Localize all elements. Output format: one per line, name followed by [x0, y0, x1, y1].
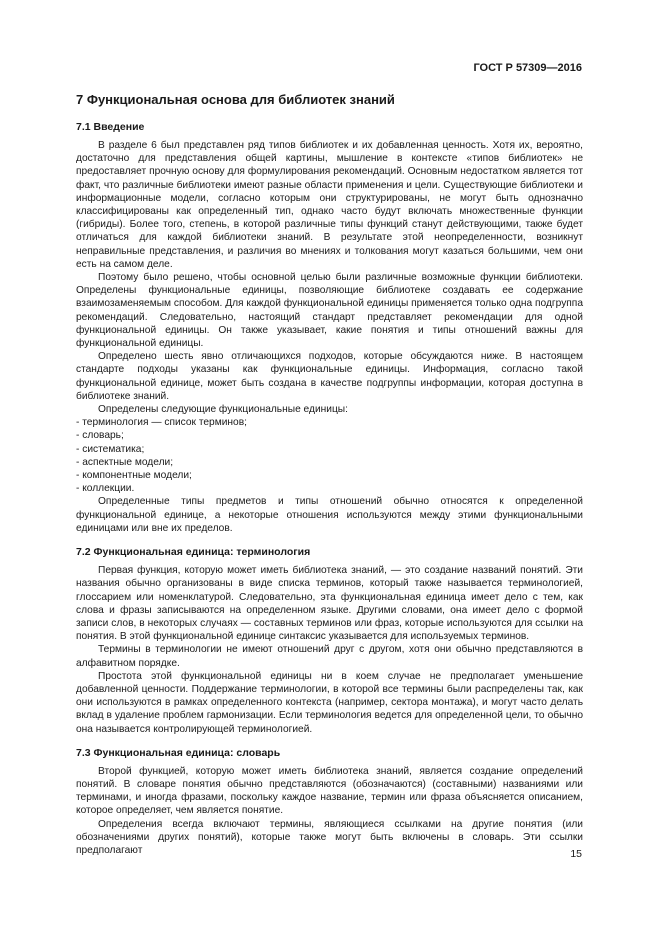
paragraph: Определения всегда включают термины, являющиеся ссылками на другие понятия (или обозначениями других понятий), которые также могут быть включены в словарь. Эти ссылки предполагают: [76, 818, 583, 856]
page-number: 15: [570, 848, 582, 860]
list-item: - систематика;: [76, 443, 145, 455]
section-title: 7 Функциональная основа для библиотек знаний: [76, 92, 395, 107]
subsection-title-7-3: 7.3 Функциональная единица: словарь: [76, 746, 281, 759]
list-item: - словарь;: [76, 430, 124, 442]
paragraph: Простота этой функциональной единицы ни в коем случае не предполагает уменьшение добавленной ценности. Поддержание терминологии, в которой все термины были распределены так, как они используются в рамках определенного контекста (например, сектора монтажа), и могут часто делать вклад в удаление проблем гармонизации. Если терминология ведется для определенной цели, то обычно она называется контролирующей терминологией.: [76, 670, 583, 735]
list-item: - компонентные модели;: [76, 470, 192, 482]
standard-code: ГОСТ Р 57309—2016: [473, 62, 582, 74]
subsection-title-7-1: 7.1 Введение: [76, 121, 145, 133]
list-item: - терминология — список терминов;: [76, 417, 247, 429]
list-item: - аспектные модели;: [76, 456, 174, 468]
paragraph: Определено шесть явно отличающихся подходов, которые обсуждаются ниже. В настоящем стандарте подходы указаны как функциональные единицы. Информация, согласно такой функциональной единице, может быть создана в качестве подгруппы информации, которая доступна в библиотеке знаний.: [76, 351, 583, 402]
paragraph: Термины в терминологии не имеют отношений друг с другом, хотя они обычно представляются в алфавитном порядке.: [76, 644, 583, 669]
paragraph: Второй функцией, которую может иметь библиотека знаний, является создание определений понятий. В словаре понятия обычно представляются (обозначаются) (составными) названиями или терминами, и иногда фразами, поскольку каждое название, термин или фраза объясняется описанием, которое определяет, чем является понятие.: [76, 765, 583, 817]
paragraph: Определенные типы предметов и типы отношений обычно относятся к определенной функциональной единице, а некоторые отношения используются между этими функциональными единицами или вне их пределов.: [76, 496, 583, 534]
subsection-title-7-2: 7.2 Функциональная единица: терминология: [76, 546, 311, 559]
paragraph: В разделе 6 был представлен ряд типов библиотек и их добавленная ценность. Хотя их, вероятно, достаточно для представления общей картины, мышление в контексте «типов библиотек» не предоставляет прочную основу для формулирования рекомендаций. Основным недостатком является тот факт, что различные библиотеки имеют разные области применения и цели. Существующие библиотеки и информационные модели, согласно которым они структурированы, не могут быть однозначно классифицированы как определенный тип, однако часто будут включать множественные функции (гибриды). Более того, степень, в которой различные типы функций станут действующими, также будет отличаться для каждой библиотеки знаний. В результате этой неопределенности, возникнут неправильные представления, и различия во мнениях и толкования могут казаться большими, чем они есть на самом деле.: [76, 140, 583, 270]
page-content: [76, 92, 583, 857]
paragraph: Определены следующие функциональные единицы:: [98, 404, 348, 416]
list-item: - коллекции.: [76, 483, 135, 495]
paragraph: Первая функция, которую может иметь библиотека знаний, — это создание названий понятий. Эти названия обычно организованы в виде списка терминов, который также называется терминологией, глоссарием или номенклатурой. Следовательно, эта функциональная единица имеет дело с тем, как слова и фразы записываются на определенном языке. Другими словами, она имеет дело с формой записи слов, в некоторых случаях — составных терминов или фраз, которые используются для ссылки на понятия. В этой функциональной единице синтаксис указывается для используемых терминов.: [76, 565, 583, 643]
paragraph: Поэтому было решено, чтобы основной целью были различные возможные функции библиотеки. Определены функциональные единицы, позволяющие библиотеке создавать ее содержание взаимозаменяемым способом. Для каждой функциональной единицы применяется только одна подгруппа рекомендаций. Следовательно, настоящий стандарт представляет рекомендации для одной функциональной единицы. Он также указывает, какие понятия и типы отношений важны для функциональной единицы.: [76, 272, 583, 350]
functional-units-list: [76, 416, 583, 495]
